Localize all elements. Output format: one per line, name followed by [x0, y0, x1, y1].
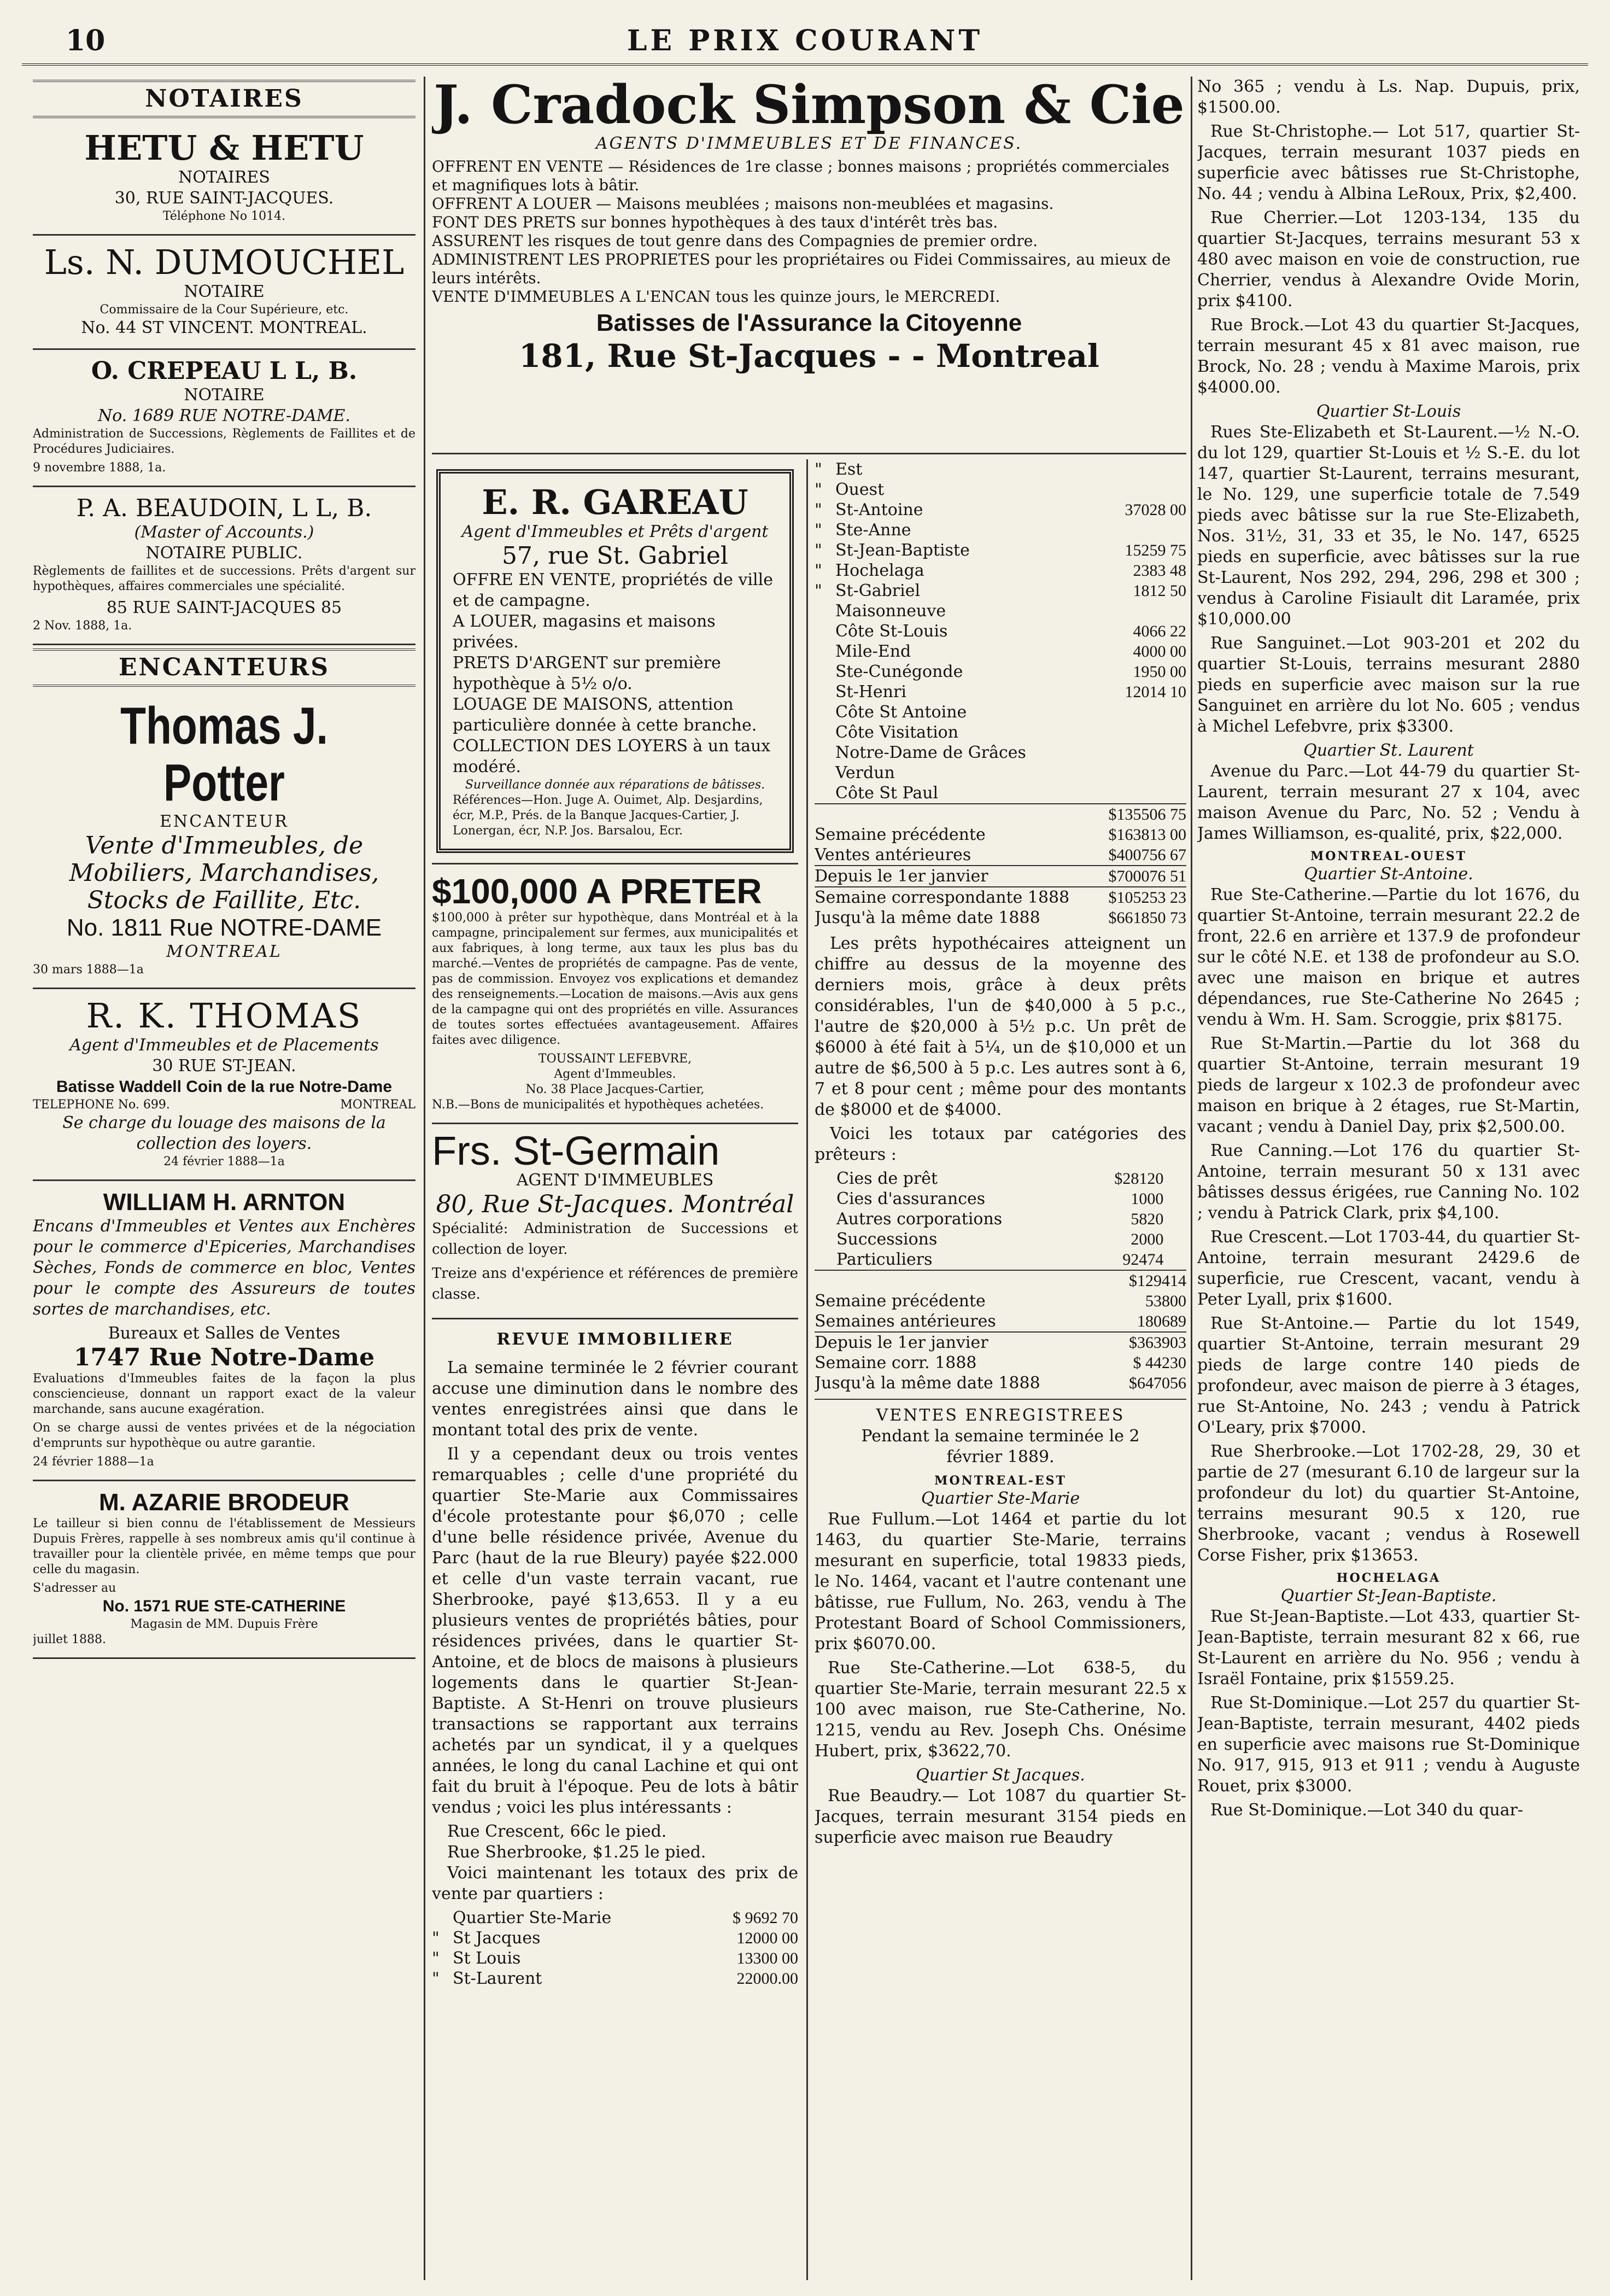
- table-cell-value: [1099, 459, 1186, 480]
- table-row: [432, 1908, 798, 1928]
- ad-beaudoin-address: 85 RUE SAINT-JACQUES 85: [106, 598, 342, 617]
- sales-total: $135506 75: [1099, 804, 1186, 825]
- table-cell-value: $105253 23: [1099, 887, 1186, 908]
- quartier-st-laurent: Quartier St. Laurent: [1303, 741, 1474, 760]
- table-cell-label: St Jacques: [453, 1929, 541, 1948]
- ad-stgermain-address: 80, Rue St-Jacques. Montréal: [436, 1190, 794, 1218]
- table-cell-value: $700076 51: [1099, 866, 1186, 887]
- table-row: [815, 662, 1186, 682]
- ad-thomas-building: Batisse Waddell Coin de la rue Notre-Dame: [56, 1078, 393, 1096]
- table-cell-label: Notre-Dame de Grâces: [835, 743, 1026, 762]
- ad-arnton: [33, 1181, 415, 1481]
- table-row: [815, 866, 1186, 887]
- ad-stgermain-name: Frs. St-Germain: [432, 1128, 720, 1173]
- table-cell-ditto: [815, 743, 835, 763]
- column-rule-3: [1191, 77, 1192, 2280]
- table-cell-value: 12000 00: [736, 1929, 798, 1947]
- table-row: [815, 540, 1186, 560]
- district-montreal-est: MONTREAL-EST: [934, 1474, 1067, 1488]
- table-cell-value: 5820: [1131, 1210, 1164, 1228]
- table-cell-label: Cies d'assurances: [836, 1189, 986, 1208]
- table-cell-ditto: [815, 641, 835, 662]
- table-cell-value: 37028 00: [1125, 501, 1186, 519]
- ad-gareau-line-1: OFFRE EN VENTE, propriétés de ville et de campagne.: [453, 570, 773, 610]
- ad-cradock-building: Batisses de l'Assurance la Citoyenne: [596, 309, 1022, 336]
- table-cell-label: Mile-End: [835, 642, 911, 661]
- quartier-st-jean-baptiste: Quartier St-Jean-Baptiste.: [1280, 1586, 1497, 1605]
- ad-crepeau-body: Administration de Successions, Règlements de Faillites et de Procédures Judiciaires.: [33, 427, 415, 456]
- ad-dumouchel-note: Commissaire de la Cour Supérieure, etc.: [99, 303, 349, 317]
- table-cell-label: Verdun: [835, 763, 895, 782]
- ad-thomas-city: MONTREAL: [340, 1098, 415, 1112]
- ad-arnton-name: WILLIAM H. ARNTON: [103, 1189, 346, 1216]
- ad-hetu-phone: Téléphone No 1014.: [162, 209, 286, 223]
- district-hochelaga: HOCHELAGA: [1336, 1571, 1441, 1585]
- section-heading-notaires: NOTAIRES: [33, 80, 415, 118]
- table-row: [815, 601, 1186, 621]
- table-cell-ditto: [815, 722, 835, 743]
- column-rule-1: [424, 77, 425, 2280]
- table-row: [815, 763, 1186, 783]
- table-row: [815, 1311, 1186, 1332]
- table-cell-value: [1099, 520, 1186, 540]
- table-cell-value: 4000 00: [1133, 642, 1186, 661]
- table-cell-ditto: ": [815, 581, 822, 600]
- divider: [815, 1399, 1186, 1400]
- ad-arnton-body2: Evaluations d'Immeubles faites de la façon la plus consciencieuse, donnant un rapport exact de la valeur marchande, sans aucune exagération.: [33, 1372, 415, 1416]
- table-cell-ditto: [815, 763, 835, 783]
- ad-dumouchel: [33, 236, 415, 350]
- table-cell-ditto: [815, 682, 835, 702]
- table-cell-ditto: [432, 1908, 453, 1928]
- prets-intro: Voici les totaux par catégories des prêteurs :: [815, 1124, 1186, 1164]
- table-row: [432, 1928, 798, 1948]
- prets-total: $129414: [1111, 1270, 1186, 1291]
- ad-thomas-name: R. K. THOMAS: [86, 996, 362, 1036]
- table-cell-label: Semaine précédente: [815, 1292, 986, 1311]
- ad-stgermain-body2: Treize ans d'expérience et références de première classe.: [432, 1265, 798, 1302]
- ad-potter-date: 30 mars 1888—1a: [33, 963, 144, 977]
- sale-record: Rue Sherbrooke.—Lot 1702-28, 29, 30 et partie de 27 (mesurant 6.10 de largeur sur la profondeur du lot) du quartier St-Antoine, terrains mesurant 90.5 x 120, rue Sherbrooke, vacant ; vendus à Rosewell Corse Fisher, prix $13653.: [1197, 1442, 1580, 1565]
- table-cell-ditto: ": [432, 1969, 440, 1988]
- quartier-st-jacques: Quartier St Jacques.: [916, 1766, 1085, 1785]
- table-cell-value: $363903: [1111, 1332, 1186, 1353]
- table-cell-label: St Louis: [453, 1949, 521, 1968]
- ad-hetu: [33, 121, 415, 236]
- table-row: [815, 743, 1186, 763]
- ad-gareau-name: E. R. GAREAU: [482, 482, 748, 522]
- table-row: [815, 825, 1186, 845]
- ad-cradock-address: 181, Rue St-Jacques - - Montreal: [519, 337, 1099, 375]
- ad-gareau-address: 57, rue St. Gabriel: [502, 542, 728, 570]
- table-cell-value: $28120: [1114, 1170, 1164, 1188]
- ad-beaudoin-name: P. A. BEAUDOIN, L L, B.: [76, 494, 372, 522]
- table-cell-value: $400756 67: [1108, 846, 1186, 864]
- ad-brodeur-note: Magasin de MM. Dupuis Frère: [130, 1617, 318, 1631]
- table-cell-label: Cies de prêt: [836, 1169, 938, 1188]
- table-row: [432, 1968, 798, 1989]
- column-advertisements: [33, 77, 415, 2280]
- ad-arnton-body3: On se charge aussi de ventes privées et de la négociation d'emprunts sur hypothèque ou autre garantie.: [33, 1421, 415, 1450]
- ad-gareau-line-3: PRETS D'ARGENT sur première hypothèque à 5½ o/o.: [453, 653, 721, 693]
- table-cell-value: 53800: [1145, 1292, 1186, 1310]
- table-row-total: [815, 1270, 1186, 1291]
- ad-preter-agent-title: Agent d'Immeubles.: [554, 1067, 676, 1081]
- ad-brodeur-body: Le tailleur si bien connu de l'établissement de Messieurs Dupuis Frères, rappelle à ses nombreux amis qu'il continue à travailler pour la clientèle privée, en même temps que pour celle du magasin.: [33, 1517, 415, 1576]
- table-cell-label: Particuliers: [836, 1250, 933, 1269]
- table-row: [815, 887, 1186, 908]
- table-cell-ditto: ": [432, 1949, 440, 1968]
- table-cell-label: Côte St Paul: [835, 784, 939, 803]
- ad-hetu-address: 30, RUE SAINT-JACQUES.: [114, 189, 334, 208]
- table-cell-label: Côte St Antoine: [835, 703, 967, 722]
- table-cell-ditto: ": [815, 541, 822, 560]
- ad-gareau-line-5: COLLECTION DES LOYERS à un taux modéré.: [453, 737, 771, 776]
- ad-arnton-offices: Bureaux et Salles de Ventes: [108, 1324, 341, 1343]
- table-cell-value: 1000: [1131, 1190, 1164, 1208]
- sale-record: Rue St-Dominique.—Lot 257 du quartier St-Jean-Baptiste, terrain mesurant, 4402 pieds en superficie avec maisons rue St-Dominique No. 917, 915, 913 et 911 ; vendu à Auguste Rouet, prix $3000.: [1197, 1693, 1580, 1796]
- ad-preter-agent: TOUSSAINT LEFEBVRE,: [538, 1052, 692, 1066]
- table-cell-label: Ventes antérieures: [815, 845, 971, 864]
- ad-potter: [33, 690, 415, 989]
- table-cell-value: 2383 48: [1133, 562, 1186, 580]
- ad-crepeau-date: 9 novembre 1888, 1a.: [33, 461, 166, 475]
- sale-record: Avenue du Parc.—Lot 44-79 du quartier St-Laurent, terrain mesurant 27 x 104, avec maison Avenue du Parc, No. 52 ; Vendu à James Williamson, es-qualité, prix, $22,000.: [1197, 762, 1580, 843]
- table-row: [815, 1373, 1186, 1393]
- sale-record: Rue Ste-Catherine.—Partie du lot 1676, du quartier St-Antoine, terrain mesurant 22.2 de front, 22.6 en arrière et 137.9 de profondeur sur le côté N.E. et 138 de profondeur au S.O. avec une maison en brique et autres dépendances, rue Ste-Catherine No 2645 ; vendu à Wm. H. Sam. Scroggie, prix $8175.: [1197, 885, 1580, 1029]
- ad-stgermain-title: AGENT D'IMMEUBLES: [516, 1171, 714, 1190]
- district-montreal-ouest: MONTREAL-OUEST: [1310, 849, 1467, 863]
- table-cell-ditto: [815, 783, 835, 804]
- table-cell-label: Ste-Anne: [835, 521, 911, 540]
- table-cell-label: St-Laurent: [453, 1969, 542, 1988]
- ad-cradock-line-4: ASSURENT les risques de tout genre dans des Compagnies de premier ordre.: [432, 232, 1038, 250]
- ad-gareau-refs: Références—Hon. Juge A. Ouimet, Alp. Desjardins, écr, M.P., Prés. de la Banque Jacques-Cartier, J. Lonergan, écr, N.P. Jos. Barsalou, Ecr.: [453, 793, 763, 838]
- ad-cradock-line-3: FONT DES PRETS sur bonnes hypothèques à des taux d'intérêt très bas.: [432, 213, 998, 231]
- revue-paragraph-4: Rue Sherbrooke, $1.25 le pied.: [447, 1843, 706, 1862]
- ad-gareau-title: Agent d'Immeubles et Prêts d'argent: [461, 522, 769, 541]
- table-cell-value: $163813 00: [1108, 826, 1186, 844]
- table-quartiers-part1: [432, 1908, 798, 1989]
- table-row: [836, 1209, 1163, 1229]
- sale-record: Rue Brock.—Lot 43 du quartier St-Jacques, terrain mesurant 45 x 81 avec maison, rue Brock, No. 28 ; vendu à Maxime Marois, prix $4000.00.: [1197, 316, 1580, 397]
- table-row: [815, 520, 1186, 540]
- ad-beaudoin-sub: (Master of Accounts.): [134, 523, 314, 542]
- table-cell-value: [1099, 743, 1186, 763]
- table-row: [815, 641, 1186, 662]
- sale-record: Rue St-Christophe.— Lot 517, quartier St-Jacques, terrain mesurant 1037 pieds en superficie avec bâtisses rue St-Christophe, No. 44 ; vendu à Albina LeRoux, Prix, $2,400.: [1197, 122, 1580, 203]
- ad-preter-body: $100,000 à prêter sur hypothèque, dans Montréal et à la campagne, principalement sur fermes, aux municipalités et aux fabriques, à long terme, aux taux les plus bas du marché.—Ventes de propriétés de campagne. Pas de vente, pas de commission. Envoyez vos explications et demandez des renseignements.—Location de maisons.—Avis aux gens de la campagne qui ont des propriétés en ville. Assurances de toutes sortes effectuées avantageusement. Affaires faites avec diligence.: [432, 911, 798, 1047]
- table-cell-label: Côte St-Louis: [835, 622, 948, 641]
- ad-brodeur-name: M. AZARIE BRODEUR: [99, 1489, 349, 1516]
- table-row: [815, 459, 1186, 480]
- table-cell-label: St-Henri: [835, 682, 906, 702]
- ad-gareau-note: Surveillance donnée aux réparations de bâtisses.: [465, 778, 765, 792]
- table-cell-value: [1099, 763, 1186, 783]
- table-cell-label: Semaine correspondante 1888: [815, 887, 1099, 908]
- table-row: [815, 500, 1186, 520]
- table-cell-value: $661850 73: [1108, 909, 1186, 927]
- sale-record: Rues Ste-Elizabeth et St-Laurent.—½ N.-O. du lot 129, quartier St-Louis et ½ S.-E. du lot 147, quartier St-Laurent, terrains mesurant, le No. 129, une superficie totale de 7.549 pieds avec bâtisse sur la rue Ste-Elizabeth, Nos. 31½, 31, 33 et 35, le No. 147, 6525 pieds en superficie, avec bâtisses sur la rue St-Laurent, Nos 292, 294, 296, 298 et 300 ; vendus à Caroline Fisiault dit Laramée, prix $10,000.00: [1197, 423, 1580, 629]
- ad-beaudoin-body: Règlements de faillites et de successions. Prêts d'argent sur hypothèques, affaires commerciales une spécialité.: [33, 564, 415, 593]
- table-cell-value: [1099, 722, 1186, 743]
- sale-record: No 365 ; vendu à Ls. Nap. Dupuis, prix, $1500.00.: [1197, 77, 1580, 117]
- table-cell-label: Jusqu'à la même date 1888: [815, 908, 1040, 927]
- ad-arnton-date: 24 février 1888—1a: [33, 1455, 154, 1469]
- table-cell-ditto: [815, 702, 835, 722]
- sale-record: Rue Cherrier.—Lot 1203-134, 135 du quartier St-Jacques, terrains mesurant 53 x 480 avec maison en voie de construction, rue Cherrier, vendus à Alexandre Ovide Morin, prix $4100.: [1197, 208, 1580, 311]
- table-cell-label: Semaines antérieures: [815, 1312, 996, 1331]
- ad-beaudoin-date: 2 Nov. 1888, 1a.: [33, 619, 132, 633]
- table-row: [815, 581, 1186, 601]
- table-row: [815, 480, 1186, 500]
- table-row: [815, 702, 1186, 722]
- column-rule-2: [806, 459, 808, 2280]
- table-prets-totals: [815, 1270, 1186, 1393]
- table-cell-ditto: ": [815, 521, 822, 540]
- ventes-heading: VENTES ENREGISTREES: [876, 1406, 1125, 1425]
- ad-stgermain-body1: Spécialité: Administration de Successions et collection de loyer.: [432, 1220, 798, 1258]
- ad-crepeau: [33, 350, 415, 487]
- table-cell-value: 1812 50: [1133, 582, 1186, 600]
- table-row: [836, 1169, 1163, 1189]
- table-cell-value: $647056: [1129, 1374, 1186, 1392]
- ad-beaudoin: [33, 487, 415, 645]
- table-cell-value: [1099, 702, 1186, 722]
- table-cell-label: St-Antoine: [835, 500, 923, 519]
- column-ventes-enregistrees: [1197, 77, 1580, 2280]
- table-cell-label: Côte Visitation: [835, 723, 959, 742]
- quartier-st-antoine: Quartier St-Antoine.: [1304, 864, 1473, 884]
- table-row: [815, 560, 1186, 581]
- table-row: [815, 1291, 1186, 1311]
- revue-paragraph-3: Rue Crescent, 66c le pied.: [447, 1822, 667, 1841]
- ad-thomas: [33, 989, 415, 1181]
- sale-record: Rue Crescent.—Lot 1703-44, du quartier St-Antoine, terrain mesurant 2429.6 de superficie, rue Crescent, vacant, vendu à Peter Lyall, prix $1600.: [1197, 1228, 1580, 1309]
- table-cell-label: Maisonneuve: [835, 601, 946, 621]
- ad-arnton-body: Encans d'Immeubles et Ventes aux Enchères pour le commerce d'Epiceries, Marchandises Sèches, Fonds de commerce en bloc, Ventes pour le compte des Assureurs de toutes sortes de marchandises, etc.: [33, 1217, 415, 1319]
- table-cell-ditto: [815, 662, 835, 682]
- table-cell-value: 4066 22: [1133, 622, 1186, 640]
- table-cell-ditto: ": [432, 1929, 440, 1948]
- table-cell-value: 2000: [1131, 1230, 1164, 1248]
- table-cell-label: Quartier Ste-Marie: [453, 1908, 612, 1927]
- column-totals-and-sales: [815, 459, 1186, 2280]
- table-cell-value: $ 9692 70: [733, 1909, 798, 1927]
- ad-brodeur-contact: S'adresser au: [33, 1581, 116, 1595]
- table-cell-label: Semaine corr. 1888: [815, 1353, 977, 1372]
- table-row: [815, 845, 1186, 866]
- revue-paragraph-5: Voici maintenant les totaux des prix de vente par quartiers :: [432, 1863, 798, 1903]
- ad-potter-address: No. 1811 Rue NOTRE-DAME: [66, 914, 382, 941]
- ad-preter-address: No. 38 Place Jacques-Cartier,: [525, 1083, 705, 1096]
- table-preteurs: [836, 1169, 1163, 1270]
- ad-cradock-line-1: OFFRENT EN VENTE — Résidences de 1re classe ; bonnes maisons ; propriétés commerciales et magnifiques lots à bâtir.: [432, 157, 1169, 194]
- ad-thomas-date: 24 février 1888—1a: [163, 1155, 285, 1169]
- revue-paragraph-1: La semaine terminée le 2 février courant accuse une diminution dans le nombre des ventes enregistrées ainsi que dans le montant total des prix de vente.: [432, 1358, 798, 1440]
- table-cell-value: [1099, 601, 1186, 621]
- table-cell-label: Depuis le 1er janvier: [815, 866, 1099, 887]
- ad-gareau-line-2: A LOUER, magasins et maisons privées.: [453, 612, 716, 652]
- banner-rule: [432, 453, 1186, 454]
- table-cell-value: 15259 75: [1125, 541, 1186, 559]
- table-cell-label: Est: [835, 460, 863, 479]
- table-row: [815, 1332, 1186, 1353]
- ad-beaudoin-title: NOTAIRE PUBLIC.: [145, 544, 303, 563]
- ventes-subheading: Pendant la semaine terminée le 2 février 1889.: [861, 1427, 1140, 1467]
- table-cell-ditto: [815, 601, 835, 621]
- running-head: [22, 20, 1588, 66]
- table-cell-value: 180689: [1137, 1312, 1186, 1330]
- table-cell-value: 22000.00: [736, 1970, 798, 1988]
- ad-crepeau-address: No. 1689 RUE NOTRE-DAME.: [98, 406, 350, 425]
- ad-brodeur: [33, 1481, 415, 1659]
- table-row: [815, 621, 1186, 641]
- section-heading-encanteurs: ENCANTEURS: [33, 649, 415, 687]
- table-row: [836, 1249, 1163, 1270]
- ad-potter-city: MONTREAL: [166, 942, 282, 961]
- column-ads-and-revue: [432, 459, 798, 2280]
- table-cell-label: Depuis le 1er janvier: [815, 1332, 1111, 1353]
- sale-record: Rue Canning.—Lot 176 du quartier St-Antoine, terrain mesurant 50 x 131 avec bâtisses dessus érigées, rue Canning No. 102 ; vendu à Patrick Clark, prix $4,100.: [1197, 1141, 1580, 1223]
- ad-stgermain: [432, 1124, 798, 1319]
- ad-thomas-phone: TELEPHONE No. 699.: [33, 1098, 170, 1112]
- table-cell-label: St-Jean-Baptiste: [835, 541, 970, 560]
- sale-record: Rue St-Jean-Baptiste.—Lot 433, quartier St-Jean-Baptiste, terrain mesurant 82 x 66, rue St-Laurent en arrière du No. 956 ; vendu à Israël Fontaine, prix $1559.25.: [1197, 1607, 1580, 1689]
- ad-crepeau-title: NOTAIRE: [184, 385, 265, 405]
- table-row: [815, 908, 1186, 928]
- table-row: [815, 682, 1186, 702]
- table-row: [836, 1229, 1163, 1249]
- table-row-total: [815, 804, 1186, 825]
- table-row: [815, 722, 1186, 743]
- ad-thomas-body: Se charge du louage des maisons de la collection des loyers.: [62, 1113, 386, 1153]
- sale-record: Rue Fullum.—Lot 1464 et partie du lot 1463, du quartier Ste-Marie, terrains mesurant en superficie, total 19833 pieds, le No. 1464, vacant et l'autre contenant une bâtisse, rue Fullum, No. 263, vendu à The Protestant Board of School Commissioners, prix $6070.00.: [815, 1510, 1186, 1654]
- ad-thomas-address: 30 RUE ST-JEAN.: [152, 1056, 296, 1076]
- table-cell-label: Hochelaga: [835, 561, 924, 580]
- table-quartiers-part2: [815, 459, 1186, 928]
- ad-cradock-name: J. Cradock Simpson & Cie: [434, 77, 1185, 136]
- prets-paragraph: Les prêts hypothécaires atteignent un chiffre au dessus de la moyenne des derniers mois, grâce à deux prêts considérables, l'un de $40,000 à 5 p.c., l'autre de $20,000 à 5½ p.c. Un prêt de $6000 à été fait à 5¼, un de $10,000 et un autre de $6,500 à 5 p.c. Les autres sont à 6, 7 et 8 pour cent ; même pour des montants de $8000 et de $4000.: [815, 934, 1186, 1119]
- article-revue-heading: REVUE IMMOBILIERE: [496, 1330, 734, 1349]
- table-cell-label: Jusqu'à la même date 1888: [815, 1374, 1040, 1393]
- ad-preter-headline: $100,000 A PRETER: [432, 872, 762, 911]
- table-row: [836, 1189, 1163, 1209]
- quartier-ste-marie: Quartier Ste-Marie: [921, 1489, 1080, 1508]
- table-cell-label: Semaine précédente: [815, 825, 986, 844]
- ad-brodeur-date: juillet 1888.: [33, 1633, 106, 1646]
- ad-dumouchel-address: No. 44 ST VINCENT. MONTREAL.: [81, 318, 367, 337]
- table-cell-label: Autres corporations: [836, 1210, 1003, 1229]
- sale-record: Rue St-Dominique.—Lot 340 du quar-: [1210, 1801, 1524, 1820]
- page-number: 10: [66, 24, 106, 57]
- table-cell-ditto: [815, 621, 835, 641]
- table-cell-value: [1099, 783, 1186, 804]
- ad-crepeau-name: O. CREPEAU L L, B.: [91, 357, 358, 385]
- ad-potter-body: Vente d'Immeubles, de Mobiliers, Marchandises, Stocks de Faillite, Etc.: [69, 832, 379, 914]
- ad-potter-name: Thomas J. Potter: [120, 697, 328, 812]
- table-cell-value: 12014 10: [1125, 683, 1186, 701]
- ad-potter-title: ENCANTEUR: [160, 812, 289, 831]
- ad-hetu-name: HETU & HETU: [84, 128, 364, 168]
- table-row: [815, 1353, 1186, 1373]
- article-revue-immobiliere: [432, 1329, 798, 1989]
- ad-thomas-title: Agent d'Immeubles et de Placements: [69, 1036, 379, 1055]
- sale-record: Rue Sanguinet.—Lot 903-201 et 202 du quartier St-Louis, terrains mesurant 2880 pieds en superficie avec maison sur la rue Sanguinet en arrière du lot No. 605 ; vendus à Michel Lefebvre, prix $3300.: [1197, 634, 1580, 736]
- ad-dumouchel-name: Ls. N. DUMOUCHEL: [44, 242, 405, 282]
- revue-paragraph-2: Il y a cependant deux ou trois ventes remarquables ; celle d'une propriété du quartier Ste-Marie aux Commissaires d'école protestante pour $6,070 ; celle d'une belle résidence privée, Avenue du Parc (haut de la rue Bleury) payée $22.000 et celle d'un vaste terrain vacant, rue Sherbrooke, payé $13,653. Il y a eu plusieurs ventes de propriétés bâties, pour résidences privées, dans le quartier St-Antoine, et de blocs de maisons à plusieurs logements dans le quartier St-Jean-Baptiste. A St-Henri on trouve plusieurs transactions se rapportant aux terrains achetés par un syndicat, il y a quelques années, le long du canal Lachine et qui ont fait du bruit à l'époque. Peu de lots à bâtir vendus ; voici les plus intéressants :: [432, 1445, 798, 1817]
- journal-title: LE PRIX COURANT: [627, 24, 983, 57]
- table-cell-value: 13300 00: [736, 1949, 798, 1967]
- ad-cradock-line-5: ADMINISTRENT LES PROPRIETES pour les propriétaires ou Fidei Commissaires, au mieux de leurs intérêts.: [432, 250, 1171, 287]
- ad-cradock-line-2: OFFRENT A LOUER — Maisons meublées ; maisons non-meublées et magasins.: [432, 195, 1054, 213]
- ad-gareau: [436, 469, 794, 853]
- table-cell-value: [1099, 480, 1186, 500]
- table-cell-value: 1950 00: [1133, 663, 1186, 681]
- table-cell-label: St-Gabriel: [835, 581, 921, 600]
- table-cell-label: Ouest: [835, 480, 885, 499]
- table-cell-label: Successions: [836, 1230, 938, 1249]
- table-cell-ditto: ": [815, 480, 822, 499]
- table-cell-ditto: ": [815, 500, 822, 519]
- ad-hetu-title: NOTAIRES: [178, 168, 270, 187]
- table-cell-ditto: ": [815, 460, 822, 479]
- ad-cradock-line-6: VENTE D'IMMEUBLES A L'ENCAN tous les quinze jours, le MERCREDI.: [432, 288, 1000, 306]
- table-cell-value: 92474: [1122, 1251, 1164, 1269]
- table-cell-label: Ste-Cunégonde: [835, 662, 963, 681]
- ad-brodeur-address: No. 1571 RUE STE-CATHERINE: [102, 1597, 346, 1615]
- ad-dumouchel-title: NOTAIRE: [184, 282, 265, 301]
- ad-gareau-line-4: LOUAGE DE MAISONS, attention particulière donnée à cette branche.: [453, 695, 757, 735]
- sale-record: Rue St-Antoine.— Partie du lot 1549, quartier St-Antoine, terrain mesurant 29 pieds de large contre 140 pieds de profondeur, avec maison de pierre à 3 étages, rue St-Antoine, No. 243 ; vendu à Patrick O'Leary, prix $7000.: [1197, 1314, 1580, 1437]
- table-cell-value: $ 44230: [1133, 1354, 1186, 1372]
- sale-record: Rue Ste-Catherine.—Lot 638-5, du quartier Ste-Marie, terrain mesurant 22.5 x 100 avec maison, rue Ste-Catherine, No. 1215, vendu au Rev. Joseph Chs. Onésime Hubert, prix, $3622,70.: [815, 1658, 1186, 1761]
- ad-preter: [432, 863, 798, 1124]
- ad-arnton-address: 1747 Rue Notre-Dame: [73, 1343, 375, 1371]
- ad-preter-nb: N.B.—Bons de municipalités et hypothèques achetées.: [432, 1098, 764, 1112]
- sale-record: Rue Beaudry.— Lot 1087 du quartier St-Jacques, terrain mesurant 3154 pieds en superficie avec maison rue Beaudry: [815, 1786, 1186, 1847]
- sale-record: Rue St-Martin.—Partie du lot 368 du quartier St-Antoine, terrain mesurant 19 pieds de largeur x 102.3 de profondeur avec maison en brique à 2 étages, rue St-Martin, vacant ; vendu à Daniel Day, prix $2,500.00.: [1197, 1034, 1580, 1136]
- table-row: [432, 1948, 798, 1968]
- quartier-st-louis: Quartier St-Louis: [1316, 402, 1461, 421]
- table-cell-ditto: ": [815, 561, 822, 580]
- ad-cradock-subtitle: AGENTS D'IMMEUBLES ET DE FINANCES.: [595, 134, 1023, 153]
- table-row: [815, 783, 1186, 804]
- ad-cradock-banner: [432, 77, 1186, 459]
